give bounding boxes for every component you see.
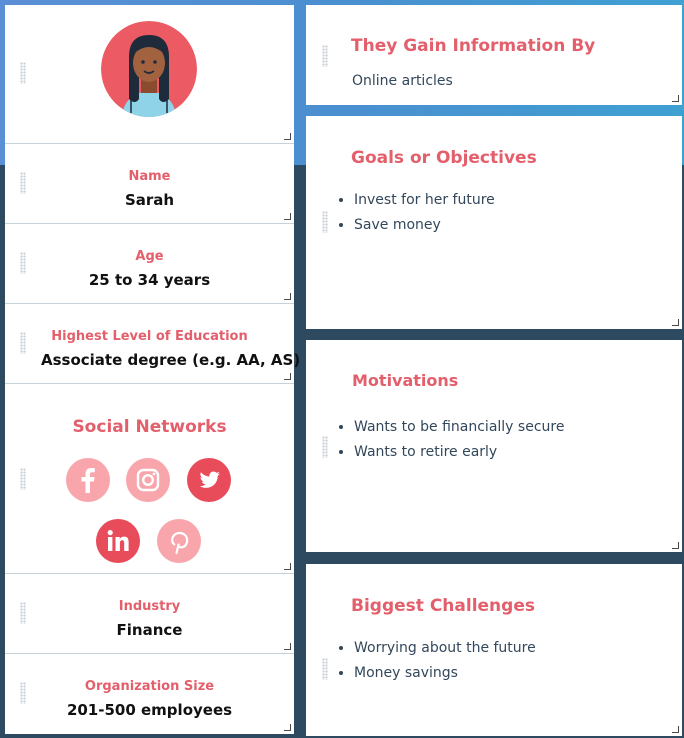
resize-handle-icon[interactable]: [284, 373, 291, 380]
challenges-title: Biggest Challenges: [351, 596, 535, 616]
industry-label: Industry: [118, 599, 181, 614]
information-sources-text: Online articles: [352, 73, 453, 89]
social-networks-card[interactable]: [5, 384, 294, 574]
education-card[interactable]: [5, 304, 301, 384]
information-sources-card[interactable]: [306, 5, 682, 105]
drag-handle-icon[interactable]: [322, 211, 328, 233]
industry-value: Finance: [116, 621, 183, 639]
drag-handle-icon[interactable]: [322, 436, 328, 458]
avatar-card[interactable]: [5, 5, 294, 144]
drag-handle-icon[interactable]: [20, 62, 26, 84]
list-item: • Money savings: [354, 661, 536, 686]
name-card[interactable]: [5, 144, 294, 224]
organization-size-value: 201-500 employees: [66, 701, 233, 719]
twitter-icon[interactable]: [187, 458, 231, 502]
goals-title: Goals or Objectives: [351, 148, 537, 168]
motivations-title: Motivations: [352, 371, 459, 390]
resize-handle-icon[interactable]: [284, 724, 291, 731]
name-label: Name: [128, 169, 171, 184]
resize-handle-icon[interactable]: [284, 293, 291, 300]
motivations-list: [338, 415, 564, 465]
resize-handle-icon[interactable]: [284, 133, 291, 140]
organization-size-label: Organization Size: [84, 679, 215, 694]
resize-handle-icon[interactable]: [284, 643, 291, 650]
challenges-list: [338, 636, 536, 686]
resize-handle-icon[interactable]: [284, 213, 291, 220]
drag-handle-icon[interactable]: [322, 45, 328, 67]
list-item: • Save money: [354, 213, 495, 238]
facebook-icon[interactable]: [66, 458, 110, 502]
instagram-icon[interactable]: [126, 458, 170, 502]
education-value: Associate degree (e.g. AA, AS): [41, 351, 301, 369]
list-item: • Worrying about the future: [354, 636, 536, 661]
age-label: Age: [135, 249, 164, 264]
list-item: • Wants to be financially secure: [354, 415, 564, 440]
resize-handle-icon[interactable]: [672, 95, 679, 102]
name-value: Sarah: [124, 191, 175, 209]
education-label: Highest Level of Education: [51, 329, 248, 344]
resize-handle-icon[interactable]: [672, 319, 679, 326]
list-item: • Invest for her future: [354, 188, 495, 213]
goals-card[interactable]: [306, 116, 682, 329]
organization-size-card[interactable]: [5, 654, 294, 734]
drag-handle-icon[interactable]: [20, 468, 26, 490]
linkedin-icon[interactable]: [96, 519, 140, 563]
challenges-card[interactable]: [306, 564, 682, 736]
resize-handle-icon[interactable]: [284, 563, 291, 570]
motivations-card[interactable]: [306, 340, 682, 552]
information-sources-title: They Gain Information By: [351, 36, 596, 56]
list-item: • Wants to retire early: [354, 440, 564, 465]
industry-card[interactable]: [5, 574, 294, 654]
resize-handle-icon[interactable]: [672, 726, 679, 733]
age-value: 25 to 34 years: [88, 271, 211, 289]
age-card[interactable]: [5, 224, 294, 304]
goals-list: [338, 188, 495, 238]
person-avatar-icon: [101, 21, 197, 117]
social-networks-title: Social Networks: [72, 417, 227, 437]
drag-handle-icon[interactable]: [322, 658, 328, 680]
resize-handle-icon[interactable]: [672, 542, 679, 549]
pinterest-icon[interactable]: [157, 519, 201, 563]
